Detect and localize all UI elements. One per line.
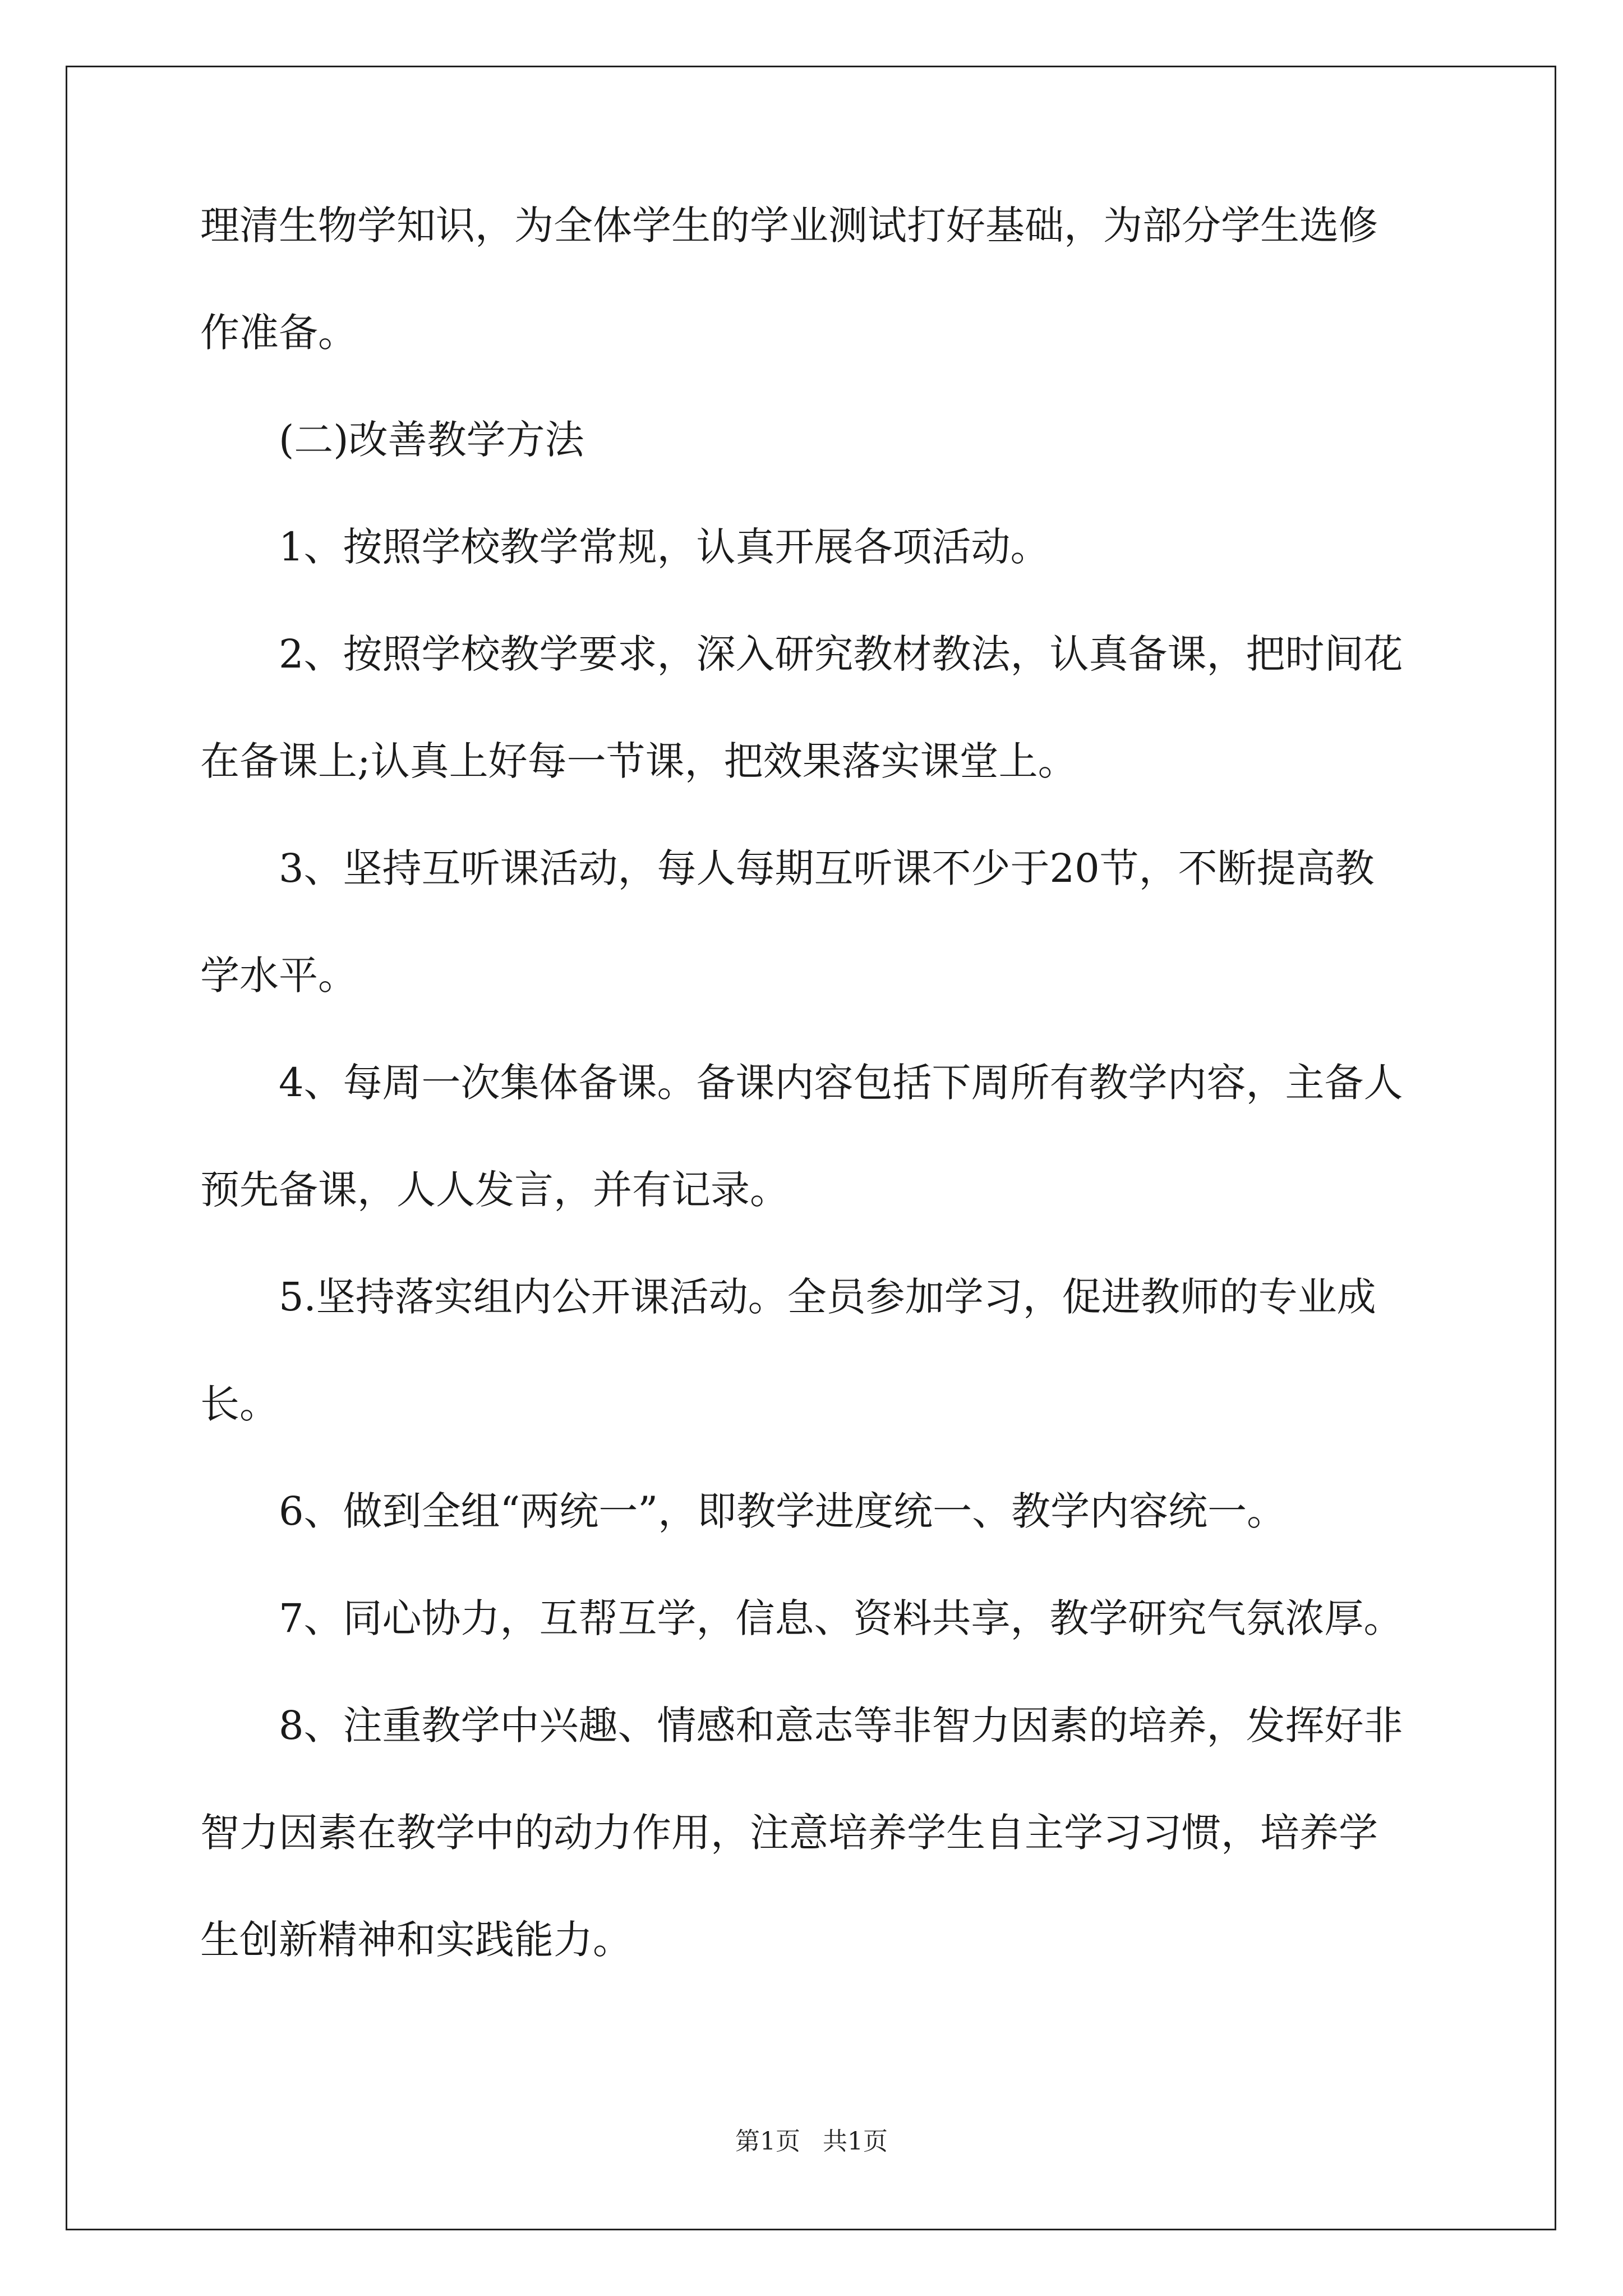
paragraph-line: 8、注重教学中兴趣、情感和意志等非智力因素的培养，发挥好非 [279, 1703, 1403, 1749]
page-number-current: 第1页 [735, 2127, 800, 2156]
page-footer [0, 2125, 1623, 2159]
paragraph-line: 理清生物学知识，为全体学生的学业测试打好基础，为部分学生选修 [200, 203, 1378, 249]
paragraph-line: 1、按照学校教学常规，认真开展各项活动。 [279, 524, 1050, 570]
paragraph-line: 在备课上;认真上好每一节课，把效果落实课堂上。 [200, 738, 1077, 784]
paragraph-line: 2、按照学校教学要求，深入研究教材教法，认真备课，把时间花 [279, 631, 1403, 677]
paragraph-line: 7、同心协力，互帮互学，信息、资料共享，教学研究气氛浓厚。 [279, 1595, 1403, 1641]
paragraph-line: 3、坚持互听课活动，每人每期互听课不少于20节，不断提高教 [279, 845, 1375, 891]
paragraph-line: 生创新精神和实践能力。 [200, 1917, 632, 1963]
paragraph-line: 4、每周一次集体备课。备课内容包括下周所有教学内容，主备人 [279, 1060, 1403, 1106]
paragraph-line: 6、做到全组“两统一”，即教学进度统一、教学内容统一。 [279, 1488, 1287, 1534]
page-number-total: 共1页 [823, 2127, 888, 2156]
paragraph-line: 长。 [200, 1381, 279, 1427]
section-heading: (二)改善教学方法 [279, 417, 584, 463]
paragraph-line: 学水平。 [200, 953, 357, 999]
document-body [200, 199, 1445, 2021]
paragraph-line: 智力因素在教学中的动力作用，注意培养学生自主学习习惯，培养学 [200, 1810, 1378, 1856]
paragraph-line: 作准备。 [200, 310, 357, 356]
paragraph-line: 5.坚持落实组内公开课活动。全员参加学习，促进教师的专业成 [279, 1274, 1376, 1320]
paragraph-line: 预先备课，人人发言，并有记录。 [200, 1167, 789, 1213]
